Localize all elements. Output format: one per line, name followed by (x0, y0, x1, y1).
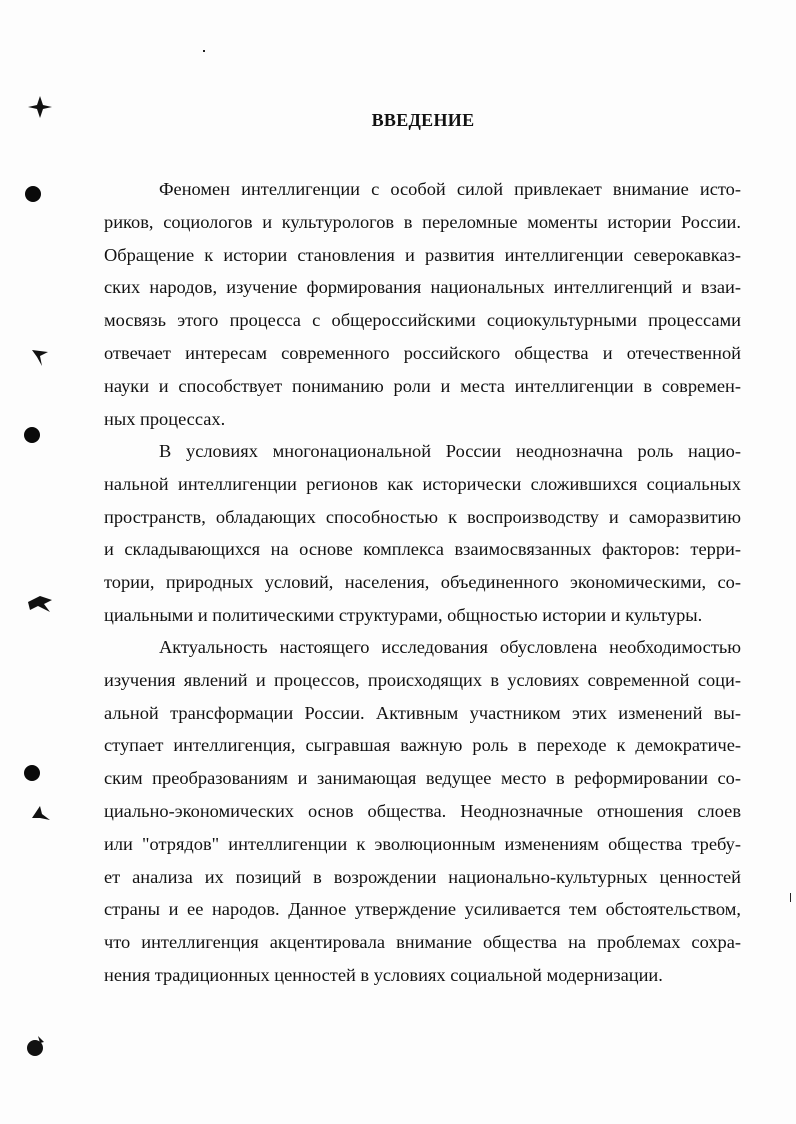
text-line: страны и ее народов. Данное утверждение усиливается тем обстоятельством, (104, 899, 741, 920)
text-line: пространств, обладающих способностью к воспроизводству и саморазвитию (104, 506, 741, 527)
punch-hole-dot (24, 427, 40, 443)
text-line: Феномен интеллигенции с особой силой привлекает внимание исто- (159, 179, 741, 199)
text-line: ных процессах. (104, 408, 226, 429)
text-line: или "отрядов" интеллигенции к эволюционным изменениям общества требу- (104, 833, 741, 854)
text-line: циальными и политическими структурами, общностью истории и культуры. (104, 604, 703, 625)
text-line: науки и способствует пониманию роли и места интеллигенции в современ- (104, 375, 741, 396)
text-line: и складывающихся на основе комплекса взаимосвязанных факторов: терри- (104, 539, 741, 560)
text-line: циально-экономических основ общества. Неоднозначные отношения слоев (104, 800, 741, 821)
text-line: В условиях многонациональной России неоднозначна роль нацио- (159, 441, 741, 461)
paragraph-2 (104, 435, 741, 632)
scan-speck (790, 893, 791, 902)
text-line: ским преобразованиям и занимающая ведущее место в реформировании со- (104, 768, 741, 789)
text-line: риков, социологов и культурологов в переломные моменты истории России. (104, 211, 741, 232)
binding-mark-icon (28, 346, 52, 370)
text-line: ступает интеллигенция, сыгравшая важную роль в переходе к демократиче- (104, 735, 741, 756)
text-line: альной трансформации России. Активным участником этих изменений вы- (104, 702, 741, 723)
text-line: изучения явлений и процессов, происходящих в условиях современной соци- (104, 669, 741, 690)
binding-mark-icon (30, 804, 52, 824)
punch-hole-dot (24, 765, 40, 781)
paragraph-1 (104, 173, 741, 435)
punch-hole-dot (25, 186, 41, 202)
text-line: нальной интеллигенции регионов как исторически сложившихся социальных (104, 473, 741, 494)
paragraph-3 (104, 631, 741, 992)
text-line: что интеллигенция акцентировала внимание общества на проблемах сохра- (104, 932, 741, 953)
text-line: Обращение к истории становления и развития интеллигенции северокавказ- (104, 244, 741, 265)
binding-mark-icon (24, 1034, 48, 1058)
text-line: ских народов, изучение формирования национальных интеллигенций и взаи- (104, 277, 741, 298)
text-line: мосвязь этого процесса с общероссийскими социокультурными процессами (104, 310, 741, 331)
binding-mark-icon (26, 594, 54, 614)
page-title: ВВЕДЕНИЕ (371, 110, 475, 130)
text-line: тории, природных условий, населения, объединенного экономическими, со- (104, 572, 741, 593)
text-line: ет анализа их позиций в возрождении национально-культурных ценностей (104, 866, 741, 887)
scan-speck (203, 50, 205, 52)
text-line: нения традиционных ценностей в условиях социальной модернизации. (104, 964, 663, 985)
text-line: отвечает интересам современного российского общества и отечественной (104, 342, 741, 363)
text-line: Актуальность настоящего исследования обусловлена необходимостью (159, 637, 741, 657)
